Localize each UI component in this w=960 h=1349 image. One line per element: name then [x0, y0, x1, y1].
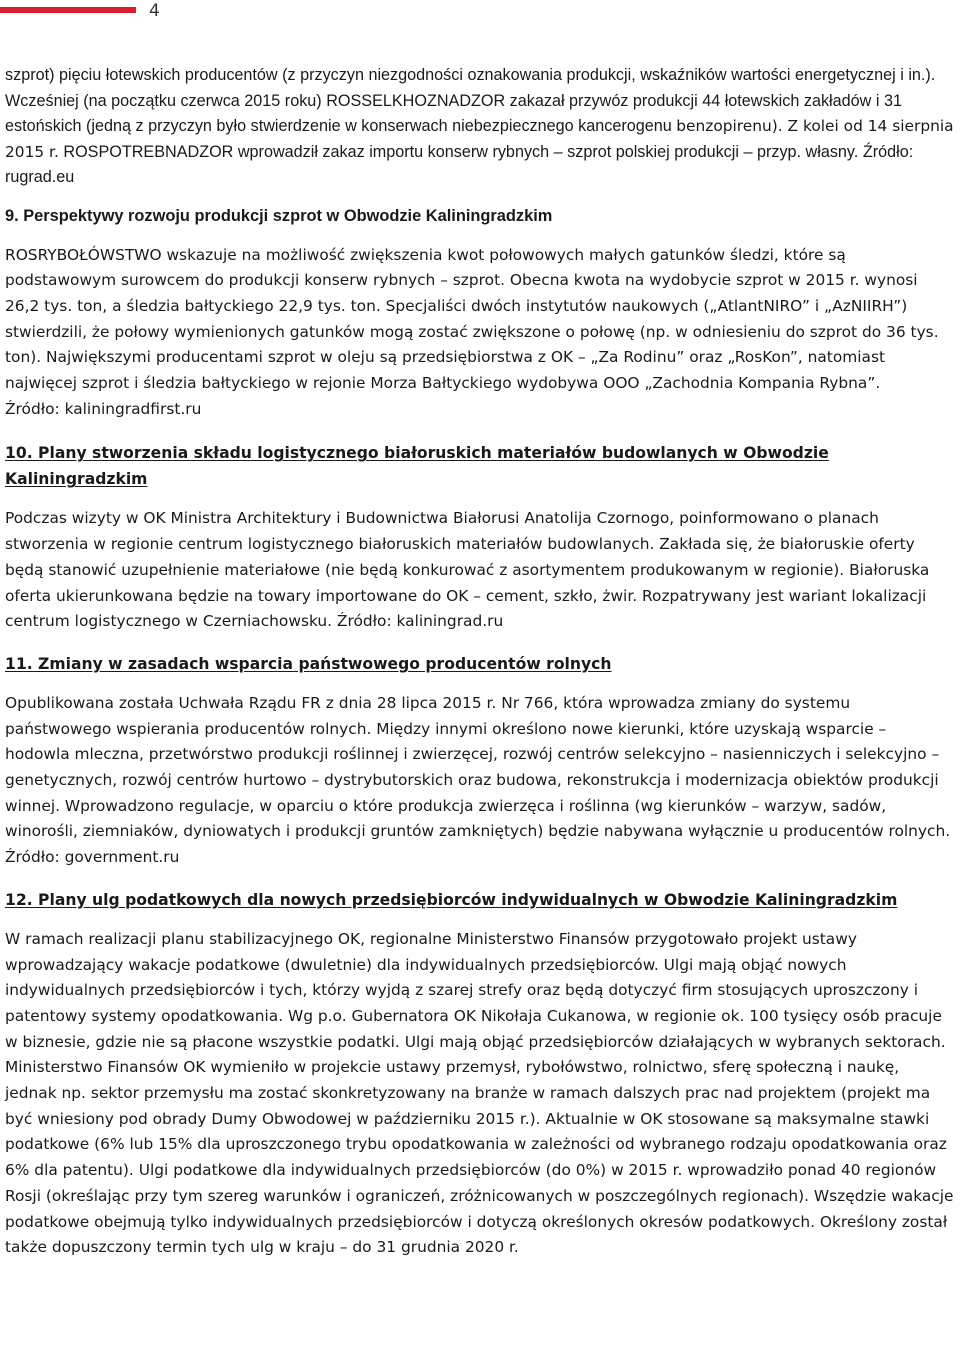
section-11-body: Opublikowana została Uchwała Rządu FR z dnia 28 lipca 2015 r. Nr 766, która wprowadza zmiany do systemu państwowego wspierania producentów rolnych. Między innymi określono nowe kierunki, które uzyskają wsparcie – hodowla mleczna, przetwórstwo produkcji roślinnej i zwierzęcej, rozwój centrów selekcyjno – nasienniczych i selekcyjno – genetycznych, rozwój centrów hurtowo – dystrybutorskich oraz budowa, rekonstrukcja i modernizacja obiektów produkcji winnej. Wprowadzono regulacje, w oparciu o które produkcja zwierzęca i roślinna (wg kierunków – warzyw, sadów, winorośli, ziemniaków, dyniowatych i produkcji gruntów zamkniętych) będzie nabywana wyłącznie u producentów rolnych. Źródło: government.ru	[5, 693, 951, 867]
page-number: 4	[149, 1, 160, 21]
document-body	[5, 63, 955, 1261]
section-12-title: 12. Plany ulg podatkowych dla nowych przedsiębiorców indywidualnych w Obwodzie Kaliningradzkim	[5, 890, 898, 909]
section-9-body: ROSRYBOŁÓWSTWO wskazuje na możliwość zwiększenia kwot połowowych małych gatunków śledzi, które są podstawowym surowcem do produkcji konserw rybnych – szprot. Obecna kwota na wydobycie szprot w 2015 r. wynosi 26,2 tys. ton, a śledzia bałtyckiego 22,9 tys. ton. Specjaliści dwóch instytutów naukowych („AtlantNIRO” i „AzNIIRH”) stwierdzili, że połowy wymienionych gatunków mogą zostać zwiększone o połowę (np. w odniesieniu do szprot do 36 tys. ton). Największymi producentami szprot w oleju są przedsiębiorstwa z OK – „Za Rodinu” oraz „RosKon”, natomiast najwięcej szprot i śledzia bałtyckiego w rejonie Morza Bałtyckiego wydobywa OOO „Zachodnia Kompania Rybna”.	[5, 245, 939, 393]
page-header	[0, 0, 960, 40]
section-12-body: W ramach realizacji planu stabilizacyjnego OK, regionalne Ministerstwo Finansów przygotowało projekt ustawy wprowadzający wakacje podatkowe (dwuletnie) dla indywidualnych przedsiębiorców. Ulgi mają objąć nowych indywidualnych przedsiębiorców i tych, którzy wyjdą z szarej strefy oraz będą dotyczyć firm stosujących uproszczony i patentowy systemy opodatkowania. Wg p.o. Gubernatora OK Nikołaja Cukanowa, w regionie ok. 100 tysięcy osób pracuje w biznesie, gdzie nie są płacone wszystkie podatki. Ulgi mają objąć przedsiębiorców działających w wybranych sektorach. Ministerstwo Finansów OK wymieniło w projekcie ustawy przemysł, rybołówstwo, rolnictwo, sferę społeczną i naukę, jednak np. sektor przemysłu ma zostać skonkretyzowany na branże w ramach dalszych prac nad projektem (projekt ma być wniesiony pod obrady Dumy Obwodowej w październiku 2015 r.). Aktualnie w OK stosowane są maksymalne stawki podatkowe (6% lub 15% dla uproszczonego trybu opodatkowania w zależności od wybranego rodzaju opodatkowania oraz 6% dla patentu). Ulgi podatkowe dla indywidualnych przedsiębiorców (do 0%) w 2015 r. wprowadziło ponad 40 regionów Rosji (określając przy tym szereg warunków i ograniczeń, zróżnicowanych w poszczególnych regionach). Wszędzie wakacje podatkowe obejmują tylko indywidualnych przedsiębiorców i dotyczą określonych okresów podatkowych. Określony został także dopuszczony termin tych ulg w kraju – do 31 grudnia 2020 r.	[5, 929, 954, 1257]
section-10-body: Podczas wizyty w OK Ministra Architektury i Budownictwa Białorusi Anatolija Czornogo, poinformowano o planach stworzenia w regionie centrum logistycznego białoruskich materiałów budowlanych. Zakłada się, że białoruskie oferty będą stanowić uzupełnienie materiałowe (nie będą konkurować z asortymentem produkowanym w regionie). Białoruska oferta ukierunkowana będzie na towary importowane do OK – cement, szkło, żwir. Rozpatrywany jest wariant lokalizacji centrum logistycznego w Czerniachowsku. Źródło: kaliningrad.ru	[5, 509, 930, 631]
intro-part-2: benzopirenu). Z kolei od 14 sierpnia 2015 r.	[5, 117, 954, 161]
section-10-title: 10. Plany stworzenia składu logistycznego białoruskich materiałów budowlanych w Obwodzie Kaliningradzkim	[5, 444, 829, 489]
intro-paragraph	[5, 63, 955, 191]
header-accent-bar	[0, 7, 136, 13]
section-11-title: 11. Zmiany w zasadach wsparcia państwowego producentów rolnych	[5, 654, 612, 673]
intro-part-3: ROSPOTREBNADZOR wprowadził zakaz importu konserw rybnych – szprot polskiej produkcji – przyp. własny. Źródło: rugrad.eu	[5, 142, 914, 186]
section-9-title: 9. Perspektywy rozwoju produkcji szprot w Obwodzie Kaliningradzkim	[5, 206, 553, 225]
intro-part-1: szprot) pięciu łotewskich producentów (z przyczyn niezgodności oznakowania produkcji, wskaźników wartości energetycznej i in.). Wcześniej (na początku czerwca 2015 roku) ROSSELKHOZNADZOR zakazał przywóz produkcji 44 łotewskich zakładów i 31 estońskich (jedną z przyczyn było stwierdzenie w konserwach niebezpiecznego kancerogenu	[5, 66, 936, 135]
section-9-source: Źródło: kaliningradfirst.ru	[5, 399, 202, 418]
